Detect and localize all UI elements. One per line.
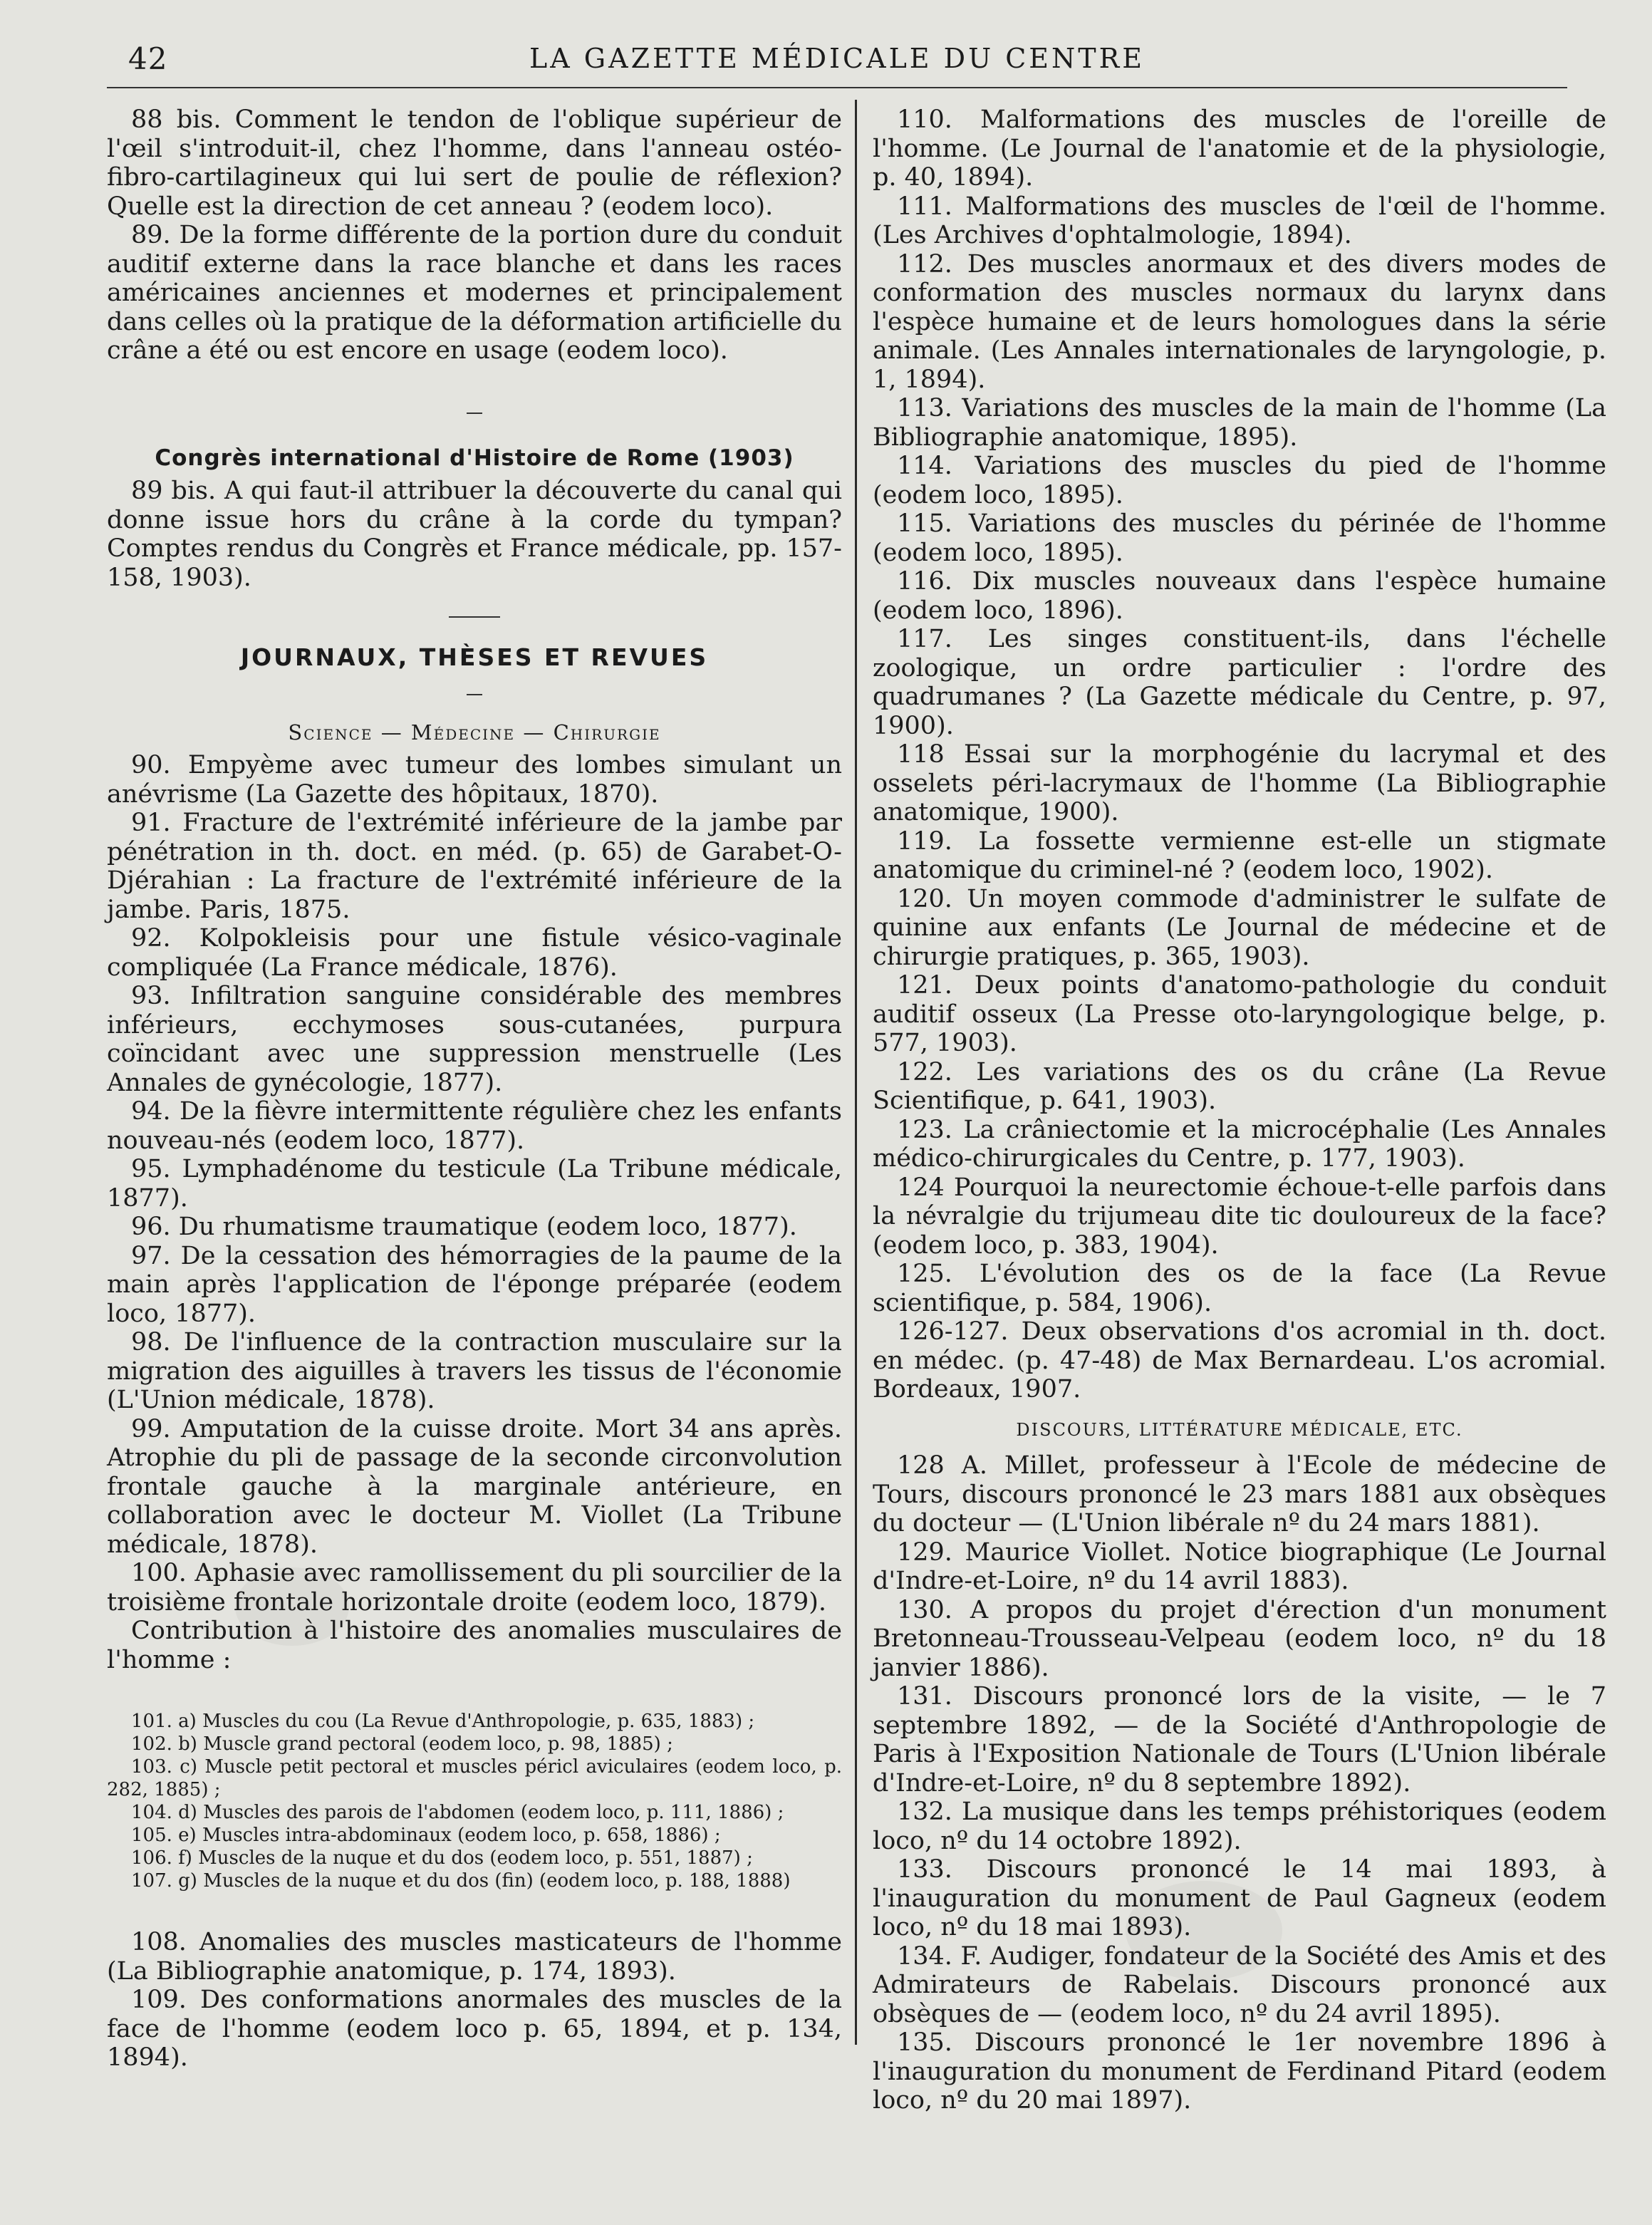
entry-paragraph: 98. De l'influence de la contraction musculaire sur la migration des aiguilles à travers les tissus de l'économie (L'Union médicale, 1878). (107, 1328, 842, 1414)
footnote-item: 106. f) Muscles de la nuque et du dos (eodem loco, p. 551, 1887) ; (131, 1847, 753, 1869)
section-subheading: Science — Médecine — Chirurgie (288, 720, 661, 745)
entry-paragraph: 112. Des muscles anormaux et des divers modes de conformation des muscles normaux du larynx dans l'espèce humaine et de leurs homologues dans la série animale. (Les Annales internationales de laryngologie, p. 1, 1894). (873, 249, 1606, 394)
entry-paragraph: 110. Malformations des muscles de l'oreille de l'homme. (Le Journal de l'anatomie et de la physiologie, p. 40, 1894). (873, 105, 1606, 192)
column-divider (855, 100, 857, 2045)
footnote-item: 103. c) Muscle petit pectoral et muscles péricl aviculaires (eodem loco, p. 282, 1885) ; (107, 1756, 842, 1800)
entry-paragraph: 129. Maurice Viollet. Notice biographique (Le Journal d'Indre-et-Loire, nº du 14 avril 1883). (873, 1537, 1606, 1595)
entry-paragraph: 119. La fossette vermienne est-elle un stigmate anatomique du criminel-né ? (eodem loco, 1902). (873, 826, 1606, 884)
header-rule (107, 87, 1567, 88)
entry-paragraph: 134. F. Audiger, fondateur de la Société des Amis et des Admirateurs de Rabelais. Discours prononcé aux obsèques de — (eodem loco, nº du 24 avril 1895). (873, 1941, 1606, 2028)
left-column (107, 105, 842, 2073)
footnote-item: 101. a) Muscles du cou (La Revue d'Anthropologie, p. 635, 1883) ; (131, 1711, 755, 1732)
entry-paragraph: 91. Fracture de l'extrémité inférieure de la jambe par pénétration in th. doct. en méd. (p. 65) de Garabet-O-Djérahian : La fracture de l'extrémité inférieure de la jambe. Paris, 1875. (107, 809, 842, 924)
entry-paragraph: Contribution à l'histoire des anomalies musculaires de l'homme : (107, 1617, 842, 1674)
entry-paragraph: 96. Du rhumatisme traumatique (eodem loco, 1877). (131, 1213, 797, 1241)
right-column (873, 105, 1606, 2115)
congres-heading: Congrès international d'Histoire de Rome (1903) (155, 445, 794, 471)
page-header (107, 41, 1567, 84)
entry-paragraph: 114. Variations des muscles du pied de l'homme (eodem loco, 1895). (873, 452, 1606, 509)
entry-paragraph: 118 Essai sur la morphogénie du lacrymal et des osselets péri-lacrymaux de l'homme (La Bibliographie anatomique, 1900). (873, 740, 1606, 826)
footnote-item: 102. b) Muscle grand pectoral (eodem loco, p. 98, 1885) ; (131, 1733, 673, 1755)
entry-paragraph: 122. Les variations des os du crâne (La Revue Scientifique, p. 641, 1903). (873, 1057, 1606, 1115)
entry-paragraph: 132. La musique dans les temps préhistoriques (eodem loco, nº du 14 octobre 1892). (873, 1798, 1606, 1855)
running-title: LA GAZETTE MÉDICALE DU CENTRE (529, 43, 1145, 74)
entry-paragraph: 133. Discours prononcé le 14 mai 1893, à l'inauguration du monument de Paul Gagneux (eodem loco, nº du 18 mai 1893). (873, 1855, 1606, 1941)
entry-paragraph: 92. Kolpokleisis pour une fistule vésico-vaginale compliquée (La France médicale, 1876). (107, 924, 842, 982)
journaux-heading: JOURNAUX, THÈSES ET REVUES (240, 643, 709, 671)
entry-paragraph: 94. De la fièvre intermittente régulière chez les enfants nouveau-nés (eodem loco, 1877). (107, 1097, 842, 1155)
entry-paragraph: 130. A propos du projet d'érection d'un monument Bretonneau-Trousseau-Velpeau (eodem loco, nº du 18 janvier 1886). (873, 1595, 1606, 1682)
entry-paragraph: 100. Aphasie avec ramollissement du pli sourcilier de la troisième frontale horizontale droite (eodem loco, 1879). (107, 1559, 842, 1617)
footnote-list (107, 1710, 842, 1892)
section-separator (107, 592, 842, 639)
entry-paragraph: 108. Anomalies des muscles masticateurs de l'homme (La Bibliographie anatomique, p. 174, 1893). (107, 1928, 842, 1986)
entry-paragraph: 97. De la cessation des hémorragies de la paume de la main après l'application de l'éponge préparée (eodem loco, 1877). (107, 1241, 842, 1328)
entry-paragraph: 89 bis. A qui faut-il attribuer la découverte du canal qui donne issue hors du crâne à la corde du tympan? Comptes rendus du Congrès et France médicale, pp. 157-158, 1903). (107, 477, 842, 592)
entry-paragraph: 121. Deux points d'anatomo-pathologie du conduit auditif osseux (La Presse oto-laryngologique belge, p. 577, 1903). (873, 971, 1606, 1057)
page-number: 42 (128, 41, 168, 76)
entry-paragraph: 117. Les singes constituent-ils, dans l'échelle zoologique, un ordre particulier : l'ordre des quadrumanes ? (La Gazette médicale du Centre, p. 97, 1900). (873, 625, 1606, 740)
entry-paragraph: 124 Pourquoi la neurectomie échoue-t-elle parfois dans la névralgie du trijumeau dite tic douloureux de la face? (eodem loco, p. 383, 1904). (873, 1173, 1606, 1260)
footnote-item: 105. e) Muscles intra-abdominaux (eodem loco, p. 658, 1886) ; (131, 1825, 721, 1846)
entry-paragraph: 116. Dix muscles nouveaux dans l'espèce humaine (eodem loco, 1896). (873, 567, 1606, 625)
footnote-item: 107. g) Muscles de la nuque et du dos (fin) (eodem loco, p. 188, 1888) (131, 1870, 791, 1892)
entry-paragraph: 120. Un moyen commode d'administrer le sulfate de quinine aux enfants (Le Journal de médecine et de chirurgie pratiques, p. 365, 1903). (873, 884, 1606, 971)
entry-paragraph: 109. Des conformations anormales des muscles de la face de l'homme (eodem loco p. 65, 1894, et p. 134, 1894). (107, 1986, 842, 2072)
entry-paragraph: 123. La crâniectomie et la microcéphalie (Les Annales médico-chirurgicales du Centre, p. 177, 1903). (873, 1115, 1606, 1173)
footnote-item: 104. d) Muscles des parois de l'abdomen (eodem loco, p. 111, 1886) ; (131, 1802, 784, 1823)
entry-paragraph: 113. Variations des muscles de la main de l'homme (La Bibliographie anatomique, 1895). (873, 394, 1606, 452)
entry-paragraph: 125. L'évolution des os de la face (La Revue scientifique, p. 584, 1906). (873, 1260, 1606, 1317)
entry-paragraph: 95. Lymphadénome du testicule (La Tribune médicale, 1877). (107, 1155, 842, 1213)
entry-paragraph: 126-127. Deux observations d'os acromial in th. doct. en médec. (p. 47-48) de Max Bernardeau. L'os acromial. Bordeaux, 1907. (873, 1317, 1606, 1404)
entry-paragraph: 89. De la forme différente de la portion dure du conduit auditif externe dans la race blanche et dans les races américaines anciennes et modernes et principalement dans celles où la pratique de la déformation artificielle du crâne a été ou est encore en usage (eodem loco). (107, 221, 842, 365)
entry-paragraph: 90. Empyème avec tumeur des lombes simulant un anévrisme (La Gazette des hôpitaux, 1870). (107, 751, 842, 809)
section-separator (107, 391, 842, 431)
discours-heading: DISCOURS, LITTÉRATURE MÉDICALE, ETC. (1016, 1419, 1463, 1440)
entry-paragraph: 131. Discours prononcé lors de la visite, — le 7 septembre 1892, — de la Société d'Anthropologie de Paris à l'Exposition Nationale de Tours (L'Union libérale d'Indre-et-Loire, nº du 8 septembre 1892). (873, 1682, 1606, 1798)
entry-paragraph: 99. Amputation de la cuisse droite. Mort 34 ans après. Atrophie du pli de passage de la seconde circonvolution frontale gauche à la marginale antérieure, en collaboration avec le docteur M. Viollet (La Tribune médicale, 1878). (107, 1414, 842, 1559)
entry-paragraph: 115. Variations des muscles du périnée de l'homme (eodem loco, 1895). (873, 509, 1606, 567)
entry-paragraph: 88 bis. Comment le tendon de l'oblique supérieur de l'œil s'introduit-il, chez l'homme, dans l'anneau ostéo-fibro-cartilagineux qui lui sert de poulie de réflexion? Quelle est la direction de cet anneau ? (eodem loco). (107, 105, 842, 221)
entry-paragraph: 128 A. Millet, professeur à l'Ecole de médecine de Tours, discours prononcé le 23 mars 1881 aux obsèques du docteur — (L'Union libérale nº du 24 mars 1881). (873, 1451, 1606, 1537)
entry-paragraph: 111. Malformations des muscles de l'œil de l'homme. (Les Archives d'ophtalmologie, 1894). (873, 192, 1606, 249)
entry-paragraph: 93. Infiltration sanguine considérable des membres inférieurs, ecchymoses sous-cutanées, purpura coïncidant avec une suppression menstruelle (Les Annales de gynécologie, 1877). (107, 982, 842, 1097)
entry-paragraph: 135. Discours prononcé le 1er novembre 1896 à l'inauguration du monument de Ferdinand Pitard (eodem loco, nº du 20 mai 1897). (873, 2028, 1606, 2115)
section-separator (107, 673, 842, 704)
